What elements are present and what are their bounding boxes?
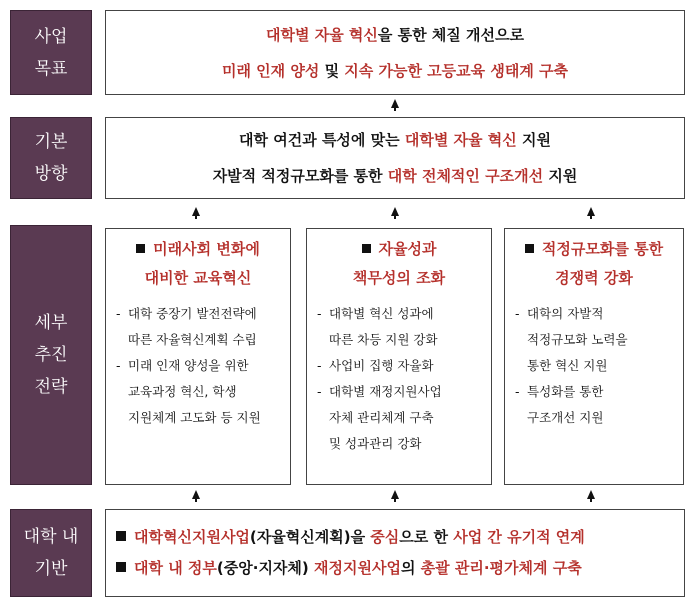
text-segment: 중심	[370, 528, 400, 546]
row-label-strategy-line1: 세부	[34, 313, 68, 333]
goal-line-1	[106, 17, 684, 53]
row-label-direction	[10, 117, 92, 199]
strategy-body	[505, 301, 683, 431]
strategy-item	[106, 327, 290, 353]
strategy-item-text: 대학별 재정지원사업	[329, 384, 442, 399]
strategy-item-text: 교육과정 혁신, 학생	[128, 384, 237, 399]
text-segment: 재정지원사업	[314, 559, 401, 577]
text-segment: 지원	[543, 167, 578, 185]
row-label-foundation	[10, 509, 92, 597]
strategy-item-text: 대학 중장기 발전전략에	[128, 306, 257, 321]
strategy-column-1	[105, 228, 291, 485]
square-bullet-icon	[116, 531, 126, 541]
strategy-title-text: 경쟁력 강화	[555, 269, 633, 287]
strategy-item	[307, 301, 491, 327]
strategy-item-text: 통한 혁신 지원	[527, 358, 608, 373]
text-segment: 대학별 자율 혁신	[266, 25, 378, 44]
text-segment: 대학혁신지원사업	[134, 528, 250, 546]
row-label-strategy-line2: 추진	[34, 345, 68, 365]
direction-line-2	[106, 158, 684, 194]
row-label-direction-line2: 방향	[34, 164, 68, 184]
strategy-item-text: 따른 차등 지원 강화	[329, 332, 438, 347]
dash-bullet-icon: -	[515, 384, 520, 399]
square-bullet-icon	[116, 562, 126, 572]
strategy-item-text: 구조개선 지원	[527, 410, 604, 425]
text-segment: 자발적 적정규모화를 통한	[212, 167, 388, 185]
foundation-line-2	[106, 553, 684, 584]
text-segment: (자율혁신계획)을	[249, 528, 371, 546]
strategy-item	[307, 327, 491, 353]
strategy-title-text: 자율성과	[378, 240, 437, 258]
row-label-strategy	[10, 225, 92, 485]
strategy-body	[307, 301, 491, 457]
strategy-item	[307, 353, 491, 379]
strategy-title-line	[307, 235, 491, 264]
strategy-item-text: 및 성과관리 강화	[329, 436, 422, 451]
strategy-title-text: 대비한 교육혁신	[144, 269, 252, 287]
square-bullet-icon	[525, 244, 534, 253]
strategy-item	[307, 431, 491, 457]
strategy-title-line	[307, 264, 491, 293]
strategy-item-text: 따른 자율혁신계획 수립	[128, 332, 257, 347]
strategy-item	[106, 353, 290, 379]
strategy-column-2	[306, 228, 492, 485]
strategy-item-text: 지원체계 고도화 등 지원	[128, 410, 261, 425]
text-segment: 대학 전체적인 구조개선	[387, 167, 544, 185]
text-segment: 대학별 자율 혁신	[404, 131, 517, 149]
row-label-foundation-line2: 기반	[34, 559, 68, 579]
strategy-item-text: 대학별 혁신 성과에	[329, 306, 434, 321]
strategy-item	[106, 301, 290, 327]
strategy-item	[505, 301, 683, 327]
strategy-title-line	[106, 264, 290, 293]
strategy-item-text: 미래 인재 양성을 위한	[128, 358, 249, 373]
goal-box	[105, 10, 685, 95]
text-segment: 미래 인재 양성	[221, 61, 320, 80]
row-label-goal-line2: 목표	[34, 58, 68, 79]
strategy-title-text: 미래사회 변화에	[153, 240, 260, 258]
foundation-box	[105, 509, 685, 597]
direction-box	[105, 117, 685, 199]
strategy-title-line	[505, 235, 683, 264]
strategy-column-3	[504, 228, 684, 485]
text-segment: (중앙·지자체)	[216, 559, 314, 577]
strategy-item-text: 특성화를 통한	[527, 384, 604, 399]
strategy-item	[505, 405, 683, 431]
row-label-goal-line1: 사업	[34, 26, 68, 47]
strategy-item	[505, 327, 683, 353]
text-segment: 및	[319, 61, 345, 80]
square-bullet-icon	[362, 244, 371, 253]
text-segment: 대학 여건과 특성에 맞는	[239, 131, 405, 149]
strategy-item	[307, 405, 491, 431]
strategy-title-line	[505, 264, 683, 293]
strategy-item-text: 적정규모화 노력을	[527, 332, 628, 347]
strategy-body	[106, 301, 290, 431]
text-segment: 사업 간 유기적 연계	[453, 528, 585, 546]
row-label-goal	[10, 10, 92, 95]
strategy-item	[505, 379, 683, 405]
dash-bullet-icon: -	[116, 306, 121, 321]
strategy-item	[307, 379, 491, 405]
strategy-item-text: 사업비 집행 자율화	[329, 358, 434, 373]
row-label-direction-line1: 기본	[34, 132, 68, 152]
arrow-up-icon	[587, 490, 595, 499]
arrow-up-icon	[391, 99, 399, 108]
dash-bullet-icon: -	[317, 358, 322, 373]
dash-bullet-icon: -	[515, 306, 520, 321]
direction-line-1	[106, 122, 684, 158]
strategy-item-text: 대학의 자발적	[527, 306, 604, 321]
text-segment: 대학 내 정부	[134, 559, 217, 577]
text-segment: 총괄 관리·평가체계 구축	[420, 559, 582, 577]
strategy-item	[106, 379, 290, 405]
arrow-up-icon	[192, 207, 200, 216]
strategy-item-text: 자체 관리체계 구축	[329, 410, 434, 425]
text-segment: 지원	[516, 131, 551, 149]
row-label-strategy-line3: 전략	[34, 377, 68, 397]
arrow-up-icon	[192, 490, 200, 499]
arrow-up-icon	[587, 207, 595, 216]
strategy-title-line	[106, 235, 290, 264]
row-label-foundation-line1: 대학 내	[23, 527, 79, 547]
arrow-up-icon	[391, 490, 399, 499]
square-bullet-icon	[136, 244, 145, 253]
strategy-title-text: 적정규모화를 통한	[541, 240, 664, 258]
text-segment: 으로 한	[399, 528, 454, 546]
dash-bullet-icon: -	[317, 306, 322, 321]
dash-bullet-icon: -	[116, 358, 121, 373]
dash-bullet-icon: -	[317, 384, 322, 399]
foundation-line-1	[106, 522, 684, 553]
strategy-title-text: 책무성의 조화	[352, 269, 446, 287]
text-segment: 의	[400, 559, 421, 577]
strategy-item	[505, 353, 683, 379]
text-segment: 을 통한 체질 개선으로	[377, 25, 524, 44]
text-segment: 지속 가능한 고등교육 생태계 구축	[344, 61, 569, 80]
arrow-up-icon	[391, 207, 399, 216]
goal-line-2	[106, 53, 684, 89]
strategy-item	[106, 405, 290, 431]
